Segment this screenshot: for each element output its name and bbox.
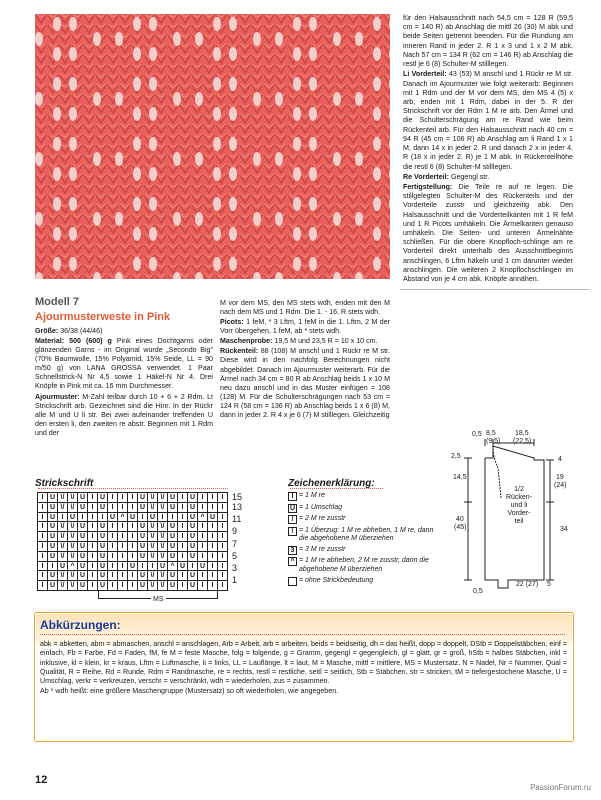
legend-title: Zeichenerklärung:	[288, 478, 375, 489]
chart-cell: U	[98, 581, 108, 591]
chart-cell: \/	[158, 552, 168, 562]
chart-cell: U	[168, 522, 178, 532]
text-material: Pink eines Dochtgarns oder glänzenden Garns - im Original wurde „Secondo Big" (70% Baumwolle, 15% Polyamid, 15% Seide, LL = 90 m/50 g) von LANA GROSSA verwendet. 1 Paar Schnellstrick-N Nr 4,5 sowie 1 Häkel-N Nr 4. Drei Knöpfe in Pink mit ca. 16 mm Durchmesser.	[35, 337, 213, 391]
chart-cell: I	[128, 532, 138, 542]
chart-cell: I	[218, 571, 228, 581]
legend-item	[288, 492, 443, 501]
chart-cell: U	[78, 581, 88, 591]
chart-cell: I	[158, 513, 168, 523]
dim-neck-width: 8,5	[486, 430, 496, 437]
chart-cell: U	[98, 562, 108, 572]
chart-cell: \/	[148, 571, 158, 581]
chart-cell: I	[118, 493, 128, 503]
chart-cell: I	[58, 513, 68, 523]
legend-symbol-icon: 3	[288, 546, 297, 555]
chart-cell: U	[48, 493, 58, 503]
instructions-middle-column	[220, 299, 390, 420]
chart-cell: I	[38, 493, 48, 503]
schematic-label-line: teil	[514, 518, 524, 526]
chart-cell: \/	[58, 581, 68, 591]
chart-cell: \/	[58, 503, 68, 513]
chart-cell: \/	[68, 503, 78, 513]
chart-cell: I	[128, 581, 138, 591]
chart-cell: \/	[158, 542, 168, 552]
chart-cell: U	[78, 542, 88, 552]
legend-symbol-icon: U	[289, 504, 296, 512]
chart-cell: I	[108, 532, 118, 542]
chart-cell: U	[188, 532, 198, 542]
legend-item	[288, 527, 443, 544]
chart-cell: U	[98, 503, 108, 513]
chart-cell: U	[168, 532, 178, 542]
chart-cell: U	[78, 552, 88, 562]
watermark: PassionForum.ru	[530, 783, 591, 792]
chart-cell: ^	[68, 562, 78, 572]
dim-armhole: 14,5	[453, 474, 467, 481]
dim-bottom-width: 22 (27)	[516, 581, 539, 588]
chart-cell: I	[178, 571, 188, 581]
dim-side-length: 34	[560, 526, 568, 533]
chart-cell: I	[178, 532, 188, 542]
chart-cell: I	[38, 522, 48, 532]
legend-symbol-icon: I	[288, 492, 297, 501]
paragraph-right-front	[403, 173, 573, 182]
chart-cell: I	[198, 493, 208, 503]
chart-cell: I	[198, 503, 208, 513]
chart-cell: I	[208, 522, 218, 532]
legend-symbol-icon: \	[288, 527, 297, 536]
model-subtitle: Ajourmusterweste in Pink	[35, 311, 171, 323]
chart-cell: I	[118, 532, 128, 542]
chart-cell: U	[78, 562, 88, 572]
chart-cell: U	[188, 503, 198, 513]
chart-cell: I	[138, 562, 148, 572]
chart-cell: \/	[68, 522, 78, 532]
chart-cell: \/	[158, 522, 168, 532]
chart-cell: U	[48, 513, 58, 523]
paragraph-left-front	[403, 70, 573, 171]
dim-shoulder-width-large: (22,5)	[513, 438, 532, 445]
chart-cell: \/	[58, 552, 68, 562]
text-picots: 1 feM, * 3 Lftm, 1 feM in die 1. Lftm, 2 M der Vorr übergehen, 1 feM, ab * stets wdh.	[220, 318, 391, 336]
chart-cell: I	[218, 513, 228, 523]
abbreviations-note: Ab * wdh heißt: eine größere Maschengruppe (Mustersatz) so oft wiederholen, wie angegeben.	[40, 686, 339, 695]
chart-cell: I	[118, 562, 128, 572]
chart-row-number: 11	[232, 514, 242, 525]
legend-title-underline	[290, 488, 383, 489]
chart-cell: \/	[148, 581, 158, 591]
chart-cell: U	[188, 552, 198, 562]
chart-cell: U	[168, 581, 178, 591]
chart-cell: \/	[68, 542, 78, 552]
chart-cell: I	[88, 552, 98, 562]
chart-cell: I	[188, 562, 198, 572]
paragraph-neckline: für den Halsausschnitt nach 54,5 cm = 128 R (59,5 cm = 140 R) ab Anschlag die mittl 26 (30) M abk und beide Seiten getrennt beenden. Für die Rundung am inneren Rand in jeder 2. R 1 x 3 und 1 x 2 M abk. Nach 57 cm = 134 R (62 cm = 146 R) ab Anschlag die restl je 6 (8) Schulter-M stilllegen.	[403, 14, 573, 69]
chart-cell: U	[78, 532, 88, 542]
chart-cell: I	[218, 522, 228, 532]
chart-cell: U	[188, 513, 198, 523]
chart-cell: U	[98, 552, 108, 562]
chart-cell: U	[98, 532, 108, 542]
chart-cell: I	[198, 522, 208, 532]
label-gauge: Maschenprobe:	[220, 337, 275, 346]
chart-cell: \/	[68, 571, 78, 581]
chart-cell: I	[38, 552, 48, 562]
dim-bottom-right: 5	[547, 581, 551, 588]
schematic-label-line: Vorder-	[507, 510, 531, 518]
chart-cell: I	[178, 513, 188, 523]
schematic-label-line: Rücken-	[505, 494, 533, 502]
chart-cell: I	[118, 542, 128, 552]
chart-cell: I	[108, 503, 118, 513]
chart-cell: U	[48, 532, 58, 542]
chart-cell: \/	[58, 493, 68, 503]
chart-cell: I	[178, 581, 188, 591]
chart-cell: I	[218, 493, 228, 503]
chart-row-number: 1	[232, 575, 238, 586]
chart-cell: \/	[148, 532, 158, 542]
chart-cell: U	[138, 503, 148, 513]
chart-cell: U	[138, 581, 148, 591]
legend-text: = 2 M re zusstr	[299, 515, 346, 522]
chart-cell: U	[48, 552, 58, 562]
chart-cell: I	[88, 571, 98, 581]
chart-cell: ^	[168, 562, 178, 572]
chart-cell: I	[198, 532, 208, 542]
chart-cell: I	[208, 542, 218, 552]
chart-cell: U	[128, 562, 138, 572]
chart-row-numbers	[232, 492, 252, 588]
chart-cell: U	[148, 513, 158, 523]
chart-cell: ^	[118, 513, 128, 523]
chart-cell: U	[58, 562, 68, 572]
chart-cell: I	[88, 562, 98, 572]
chart-cell: I	[208, 503, 218, 513]
instructions-right-column	[403, 14, 573, 284]
chart-cell: U	[48, 542, 58, 552]
chart-cell: U	[168, 503, 178, 513]
legend-text: = 3 M re zusstr	[299, 545, 346, 553]
divider-line	[400, 289, 590, 290]
chart-title-underline	[38, 488, 228, 489]
knitted-pattern-photo	[35, 14, 390, 279]
chart-row-number: 3	[232, 563, 238, 574]
chart-cell: I	[38, 581, 48, 591]
label-size: Größe:	[35, 327, 61, 335]
chart-cell: U	[138, 542, 148, 552]
dim-top-offset: 0,5	[472, 431, 482, 438]
chart-cell: U	[78, 522, 88, 532]
garment-schematic	[448, 428, 578, 598]
chart-cell: \/	[58, 532, 68, 542]
chart-cell: I	[108, 571, 118, 581]
paragraph-material	[35, 337, 213, 391]
chart-cell: \/	[58, 571, 68, 581]
chart-cell: I	[208, 493, 218, 503]
chart-cell: I	[208, 562, 218, 572]
knit-texture	[35, 14, 390, 279]
chart-cell: I	[98, 513, 108, 523]
chart-row-number: 5	[232, 550, 238, 561]
chart-cell: U	[168, 542, 178, 552]
chart-cell: \/	[148, 493, 158, 503]
chart-cell: U	[188, 542, 198, 552]
chart-cell: U	[98, 522, 108, 532]
chart-cell: U	[188, 571, 198, 581]
legend-symbol-icon: /	[288, 515, 297, 524]
chart-cell: I	[168, 513, 178, 523]
chart-cell: I	[108, 522, 118, 532]
chart-cell: U	[138, 493, 148, 503]
schematic-label-line: 1/2	[514, 486, 524, 493]
chart-cell: I	[88, 503, 98, 513]
schematic-label	[504, 486, 534, 526]
legend-item	[288, 557, 443, 574]
chart-cell: U	[158, 562, 168, 572]
label-picots: Picots:	[220, 318, 247, 327]
chart-cell: I	[88, 581, 98, 591]
chart-cell: \/	[148, 522, 158, 532]
chart-cell: U	[188, 493, 198, 503]
chart-cell: I	[38, 542, 48, 552]
chart-cell: I	[78, 513, 88, 523]
chart-cell: I	[208, 581, 218, 591]
chart-cell: U	[48, 522, 58, 532]
chart-cell: U	[48, 571, 58, 581]
chart-cell: I	[178, 542, 188, 552]
instructions-left-column	[35, 327, 213, 438]
legend-item	[288, 577, 443, 586]
chart-cell: U	[78, 503, 88, 513]
chart-cell: I	[108, 493, 118, 503]
dim-shoulder-width: 18,5	[515, 430, 529, 437]
chart-cell: I	[38, 571, 48, 581]
chart-row-number: 15	[232, 492, 243, 502]
chart-cell: I	[38, 562, 48, 572]
chart-cell: I	[118, 522, 128, 532]
chart-cell: I	[218, 542, 228, 552]
chart-cell: U	[208, 513, 218, 523]
chart-cell: I	[38, 503, 48, 513]
legend-symbol-icon: ^	[288, 557, 297, 566]
text-pattern: M-Zahl teilbar durch 10 + 6 + 2 Rdm. Lt Strickschrift arb. Gezeichnet sind die Hinr. In der Rückr alle M und U li str. Bei zwei aufeinander treffenden U den ersten li, den zweiten re abstr. Beginnen mit 1 Rdm und der	[35, 392, 213, 437]
chart-cell: U	[98, 542, 108, 552]
chart-row-number: 9	[232, 526, 238, 537]
chart-cell: I	[218, 581, 228, 591]
chart-cell: \/	[158, 532, 168, 542]
paragraph-gauge	[220, 337, 390, 346]
chart-cell: ^	[198, 513, 208, 523]
chart-cell: I	[198, 581, 208, 591]
symbol-legend	[288, 492, 443, 588]
chart-cell: I	[118, 552, 128, 562]
chart-cell: I	[88, 493, 98, 503]
schematic-label-line: und li	[510, 502, 528, 510]
dim-right-top: 4	[558, 456, 562, 463]
chart-cell: \/	[58, 522, 68, 532]
legend-text: = 1 M re abheben, 2 M re zusstr, dann die abgehobene M überziehen	[299, 557, 429, 573]
model-title: Modell 7	[35, 296, 80, 308]
chart-cell: I	[128, 493, 138, 503]
chart-cell: I	[88, 513, 98, 523]
legend-text: = 1 M re	[299, 492, 325, 499]
text-finishing: Die Teile re auf re legen. Die stillgelegten Schulter-M des Rückenteils und der Vorderteile zusstr und gleichzeitig abk. Den Halsausschnitt und die Vorderteilkanten mit 1 R feM und 1 R Picots umhäkeln. Die Ärmelkanten genauso umhäkeln. Die Seiten- und unteren Ärmelnähte schließen. Für die obere Knopfloch-schlinge am re Vorderteil direkt unterhalb des Ausschnittbeginns anschlingen, 6 Lftm häkeln und 1 cm darunter wieder anschlingen. Die weiteren 2 Knopflochschlingen im Abstand von je 4 cm abk. Knöpfe annähen.	[403, 182, 573, 284]
chart-cell: I	[138, 513, 148, 523]
chart-cell: I	[208, 552, 218, 562]
text-right-front: Gegengl str.	[450, 172, 490, 181]
chart-cell: U	[138, 552, 148, 562]
chart-cell: I	[218, 552, 228, 562]
dim-right-armhole-large: (24)	[554, 482, 567, 489]
chart-cell: U	[188, 522, 198, 532]
text-gauge: 19,5 M und 23,5 R = 10 x 10 cm.	[274, 337, 378, 346]
chart-cell: U	[48, 581, 58, 591]
dim-neck-width-large: (9,5)	[486, 438, 501, 445]
chart-cell: U	[168, 552, 178, 562]
chart-cell: I	[218, 532, 228, 542]
legend-text: = ohne Strickbedeutung	[299, 576, 374, 584]
chart-cell: I	[38, 513, 48, 523]
chart-cell: U	[78, 571, 88, 581]
chart-cell: U	[48, 503, 58, 513]
chart-cell: U	[198, 562, 208, 572]
chart-cell: I	[108, 552, 118, 562]
dim-body-length-large: (45)	[454, 524, 467, 531]
paragraph-back	[220, 347, 390, 420]
chart-cell: I	[88, 522, 98, 532]
chart-cell: I	[208, 532, 218, 542]
chart-cell: I	[198, 571, 208, 581]
chart-cell: U	[138, 522, 148, 532]
chart-cell: I	[178, 493, 188, 503]
abbreviations-underline	[40, 634, 565, 635]
chart-cell: I	[218, 562, 228, 572]
chart-cell: I	[198, 552, 208, 562]
chart-cell: U	[78, 493, 88, 503]
dim-left-top: 2,5	[451, 453, 461, 460]
chart-cell: \/	[68, 581, 78, 591]
legend-item	[288, 546, 443, 555]
pattern-repeat-label: MS	[153, 596, 164, 603]
chart-row-number: 13	[232, 501, 243, 512]
chart-cell: I	[118, 503, 128, 513]
chart-cell: U	[178, 562, 188, 572]
text-left-front: 43 (53) M anschl und 1 Rückr re M str. Danach im Ajourmuster wie folgt weiterarb: Beginnen mit 1 Rdm und der M vor dem MS, den MS 4 (5) x arb, enden mit 1 Rdm, dabei in der 5. R der Strickschrift vor der Rdm 1 M re arb. Den Ärmel und die Schulterschrägung am re Rand wie beim Rückenteil arb. Für den Halsausschnitt nach 40 cm = 94 R (45 cm = 106 R) ab Anschlag am li Rand 1 x 1 M, dann 14 x in jeder 2. R und danach 2 x in jeder 4. R (18 x in jeder 2. R) je 1 M abk. In Rückenteilhöhe die restl 6 (8) Schulter-M stilllegen.	[403, 70, 573, 171]
chart-cell: U	[138, 571, 148, 581]
chart-cell: I	[128, 552, 138, 562]
page-number: 12	[35, 774, 48, 786]
chart-cell: \/	[68, 532, 78, 542]
chart-cell: U	[188, 581, 198, 591]
label-material: Material: 500 (600) g	[35, 337, 112, 346]
chart-cell: \/	[58, 542, 68, 552]
chart-title: Strickschrift	[35, 478, 94, 489]
label-right-front: Re Vorderteil:	[403, 172, 451, 181]
abbreviations-title: Abkürzungen:	[40, 618, 121, 632]
chart-cell: \/	[158, 581, 168, 591]
chart-cell: I	[48, 562, 58, 572]
label-finishing: Fertigstellung:	[403, 182, 459, 191]
chart-cell: I	[218, 503, 228, 513]
legend-item	[288, 515, 443, 524]
paragraph-picots	[220, 318, 390, 336]
label-left-front: Li Vorderteil:	[403, 70, 449, 79]
paragraph-pattern	[35, 393, 213, 438]
legend-text: = 1 Überzug: 1 M re abheben, 1 M re, dann die abgehobene M überziehen	[299, 526, 434, 542]
chart-cell: I	[88, 532, 98, 542]
legend-text: = 1 Umschlag	[299, 503, 342, 511]
chart-cell: I	[108, 542, 118, 552]
chart-cell: I	[108, 562, 118, 572]
legend-item	[288, 504, 443, 513]
dim-body-length: 40	[456, 516, 464, 523]
chart-cell: I	[148, 562, 158, 572]
paragraph-repeat: M vor dem MS, den MS stets wdh, enden mit den M nach dem MS und 1 Rdm. Die 1. - 16. R stets wdh.	[220, 299, 390, 317]
chart-cell: U	[108, 513, 118, 523]
text-size: 36/38 (44/46)	[60, 327, 103, 335]
chart-cell: U	[98, 571, 108, 581]
chart-cell: \/	[148, 542, 158, 552]
chart-cell: \/	[158, 493, 168, 503]
chart-cell: I	[198, 542, 208, 552]
legend-symbol-icon	[288, 577, 297, 586]
chart-cell: I	[128, 542, 138, 552]
chart-cell: I	[118, 581, 128, 591]
chart-cell: U	[68, 513, 78, 523]
text-back: 88 (108) M anschl und 1 Rückr re M str. Diese wird in den nachfolg Berechnungen nicht abgebildet. Danach im Ajourmuster weiterarb. Für die Ärmel nach 34 cm = 80 R ab Anschlag beids 1 x 10 M neu dazu anschl und in das Muster einfügen = 108 (128) M. Für die Schulterschrägungen nach 53 cm = 124 R (58 cm = 136 R) ab Anschlag beids 1 x 6 (8) M, dann in jeder 2. R 4 x je 6 (7) M stilllegen. Gleichzeitig	[220, 347, 390, 419]
chart-cell: \/	[158, 571, 168, 581]
chart-cell: I	[38, 532, 48, 542]
label-pattern: Ajourmuster:	[35, 392, 83, 401]
chart-cell: I	[128, 571, 138, 581]
chart-cell: U	[128, 513, 138, 523]
chart-cell: I	[108, 581, 118, 591]
chart-cell: I	[128, 522, 138, 532]
chart-cell: \/	[158, 503, 168, 513]
abbreviations-list: abk = abketten, abm = abmaschen, anschl = anschlagen, Arb = Arbeit, arb = arbeiten, beids = beidseitig, dh = das heißt, dopp = doppelt, DStb = Doppelstäbchen, einf = einfach, Fb = Farbe, Fd = Faden, fM, fe M = feste Masche, folg = folgende, g = Gramm, gegengl = gegengleich, gl = glatt, gr = groß, hStb = halbes Stäbchen, inkl = inklusive, kl = klein, kr = kraus, Lftm = Luftmasche, li = links, LL = Lauflänge, lt = laut, M = Masche, mittl = mittlere, MS = Mustersatz, N = Nadel, Nr = Nummer, Qual = Qualität, R = Reihe, Rd = Runde, Rdm = Randmasche, re = rechts, restl = restliche, seitl = seitlich, Stb = Stäbchen, str = stricken, tM = tiefergestochene Masche, U = Umschlag, verkr = verkreuzen, verschr = verschränkt, wdh = wiederholen, zus = zusammen.	[40, 640, 567, 686]
chart-cell: \/	[148, 552, 158, 562]
chart-cell: I	[128, 503, 138, 513]
paragraph-size	[35, 327, 213, 336]
abbreviations-text	[40, 640, 567, 696]
chart-cell: I	[88, 542, 98, 552]
chart-row-number: 7	[232, 538, 238, 549]
paragraph-finishing	[403, 183, 573, 284]
knitting-chart-grid	[37, 492, 228, 591]
chart-cell: \/	[148, 503, 158, 513]
chart-cell: I	[178, 503, 188, 513]
chart-cell: I	[178, 552, 188, 562]
chart-cell: \/	[68, 552, 78, 562]
chart-cell: U	[98, 493, 108, 503]
chart-cell: I	[208, 571, 218, 581]
chart-cell: U	[168, 493, 178, 503]
chart-cell: I	[118, 571, 128, 581]
chart-cell: U	[138, 532, 148, 542]
chart-cell: U	[168, 571, 178, 581]
dim-right-armhole: 19	[556, 474, 564, 481]
dim-bottom-left: 0,5	[473, 588, 483, 595]
chart-cell: I	[178, 522, 188, 532]
label-back: Rückenteil:	[220, 347, 261, 356]
chart-cell: \/	[68, 493, 78, 503]
